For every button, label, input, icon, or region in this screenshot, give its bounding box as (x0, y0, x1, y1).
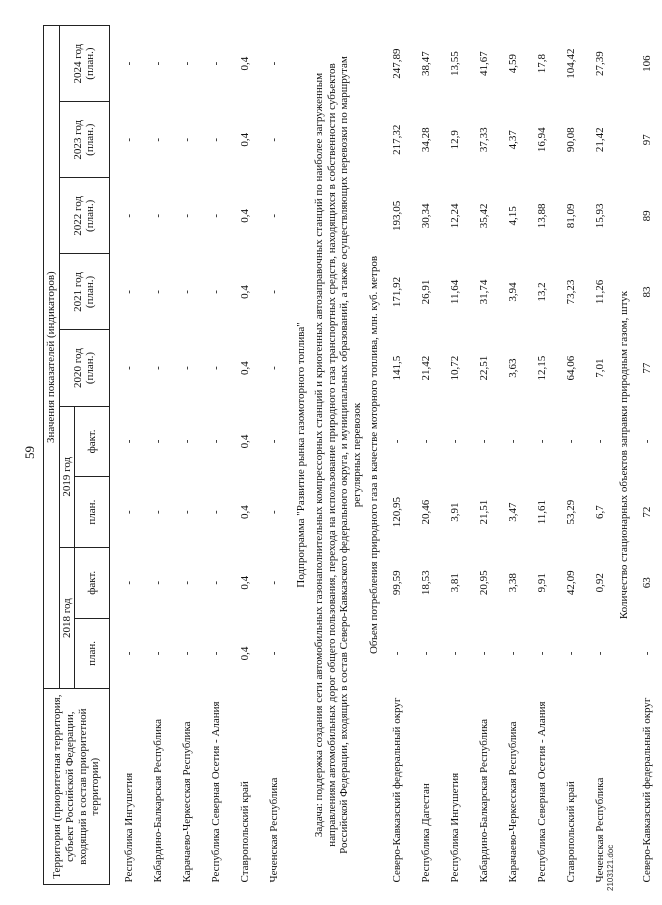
cell: 27,39 (594, 51, 607, 76)
cell: 3,91 (449, 502, 462, 522)
year-2024-header: 2024 год (план.) (59, 26, 110, 102)
table-row (173, 26, 202, 885)
cell: 13,88 (536, 203, 549, 229)
cell: 34,28 (420, 127, 433, 153)
cell: - (210, 137, 223, 142)
cell: 120,95 (391, 497, 404, 528)
cell: 53,29 (565, 499, 578, 525)
cell: 3,38 (507, 573, 520, 593)
section-volume-title: Объем потребления природного газа в качестве моторного топлива, млн. куб. метров (368, 255, 381, 655)
cell: - (181, 214, 194, 218)
cell: 20,95 (478, 570, 491, 596)
cell: 0,92 (594, 573, 607, 593)
cell: 9,91 (536, 573, 549, 593)
cell: - (594, 651, 607, 656)
row-name: Карачаево-Черкесская Республика (507, 721, 520, 883)
cell: - (449, 439, 462, 444)
cell: 15,93 (594, 203, 607, 229)
cell: - (210, 214, 223, 218)
cell: 0,4 (239, 132, 252, 147)
cell: - (123, 137, 136, 142)
year-2023-header: 2023 год (план.) (59, 102, 110, 178)
cell: 217,32 (391, 124, 404, 155)
cell: - (181, 137, 194, 142)
row-name: Кабардино-Балкарская Республика (478, 718, 491, 883)
subprogram-title: Подпрограмма "Развитие рынка газомоторного топлива" (295, 322, 308, 588)
table-row (499, 26, 528, 885)
cell: 3,81 (449, 573, 462, 593)
table-row (231, 26, 260, 885)
cell: - (391, 651, 404, 656)
cell: - (565, 651, 578, 656)
cell: - (536, 651, 549, 656)
cell: - (268, 61, 281, 66)
task-text: Задача: поддержка создания сети автомобильных газонаполнительных компрессорных станций и криогенных автозаправочных станций по наиболее загруженным направлениям автомобильных дорог общего пользования, перехода на использование природного газа транспортных средств, находящихся в собственности субъектов Российской Федерации, входящих в состав Северо-Кавказского федерального округа, и муниципальных образований, а также осуществляющих перевозки по маршрутам регулярных перевозок (312, 56, 363, 854)
table-row (586, 26, 615, 885)
cell: - (268, 580, 281, 585)
row-name: Чеченская Республика (594, 777, 607, 883)
cell: 16,94 (536, 127, 549, 153)
cell: 38,47 (420, 51, 433, 76)
cell: 3,47 (507, 502, 520, 522)
row-name: Чеченская Республика (268, 777, 281, 883)
table-row (470, 26, 499, 885)
cell: 12,15 (536, 355, 549, 381)
cell: - (152, 214, 165, 218)
table-row (110, 26, 145, 885)
cell: 97 (640, 134, 653, 146)
cell: 0,4 (239, 361, 252, 375)
cell: 12,9 (449, 130, 462, 150)
cell: 11,61 (536, 499, 549, 525)
year-2020-header: 2020 год (план.) (59, 330, 110, 406)
table-row (202, 26, 231, 885)
cell: 35,42 (478, 203, 491, 229)
cell: - (181, 439, 194, 444)
cell: - (181, 366, 194, 370)
cell: - (181, 290, 194, 294)
cell: - (152, 580, 165, 585)
cell: 3,63 (507, 358, 520, 378)
cell: 247,89 (391, 48, 404, 79)
cell: 4,15 (507, 206, 520, 226)
cell: - (268, 439, 281, 444)
cell: 4,37 (507, 130, 520, 150)
cell: 21,42 (420, 355, 433, 381)
cell: - (391, 439, 404, 444)
cell: - (152, 651, 165, 656)
cell: 83 (640, 286, 653, 298)
fact-2019-header: факт. (75, 406, 110, 477)
row-name: Республика Ингушетия (123, 772, 136, 883)
territory-header: Территория (приоритетная территория, субъект Российской Федерации, входящий в состав приоритетной территории) (44, 689, 110, 885)
cell: - (565, 439, 578, 444)
cell: 0,4 (239, 285, 252, 299)
fact-2018-header: факт. (75, 547, 110, 618)
cell: - (268, 651, 281, 656)
cell: - (268, 290, 281, 294)
cell: 171,92 (391, 276, 404, 308)
cell: - (210, 366, 223, 370)
table-body (110, 26, 662, 885)
cell: - (123, 439, 136, 444)
row-name: Северо-Кавказский федеральный округ (640, 697, 653, 883)
cell: 141,5 (391, 355, 404, 381)
cell: 11,64 (449, 279, 462, 305)
cell: - (181, 580, 194, 585)
row-name: Ставропольский край (239, 781, 252, 883)
cell: - (152, 137, 165, 142)
cell: - (123, 290, 136, 294)
cell: 7,01 (594, 358, 607, 378)
row-name: Северо-Кавказский федеральный округ (391, 697, 404, 883)
cell: - (420, 651, 433, 656)
cell: 22,51 (478, 355, 491, 381)
cell: 26,91 (420, 279, 433, 305)
cell: 0,4 (239, 505, 252, 519)
cell: - (210, 439, 223, 444)
table-row (557, 26, 586, 885)
cell: - (181, 651, 194, 656)
table-row (260, 26, 289, 885)
indicator-table (43, 25, 662, 885)
cell: - (640, 651, 653, 656)
file-footer: 2103121.doc (606, 844, 615, 891)
cell: 90,08 (565, 127, 578, 153)
cell: - (640, 439, 653, 444)
year-2021-header: 2021 год (план.) (59, 254, 110, 330)
table-row (441, 26, 470, 885)
cell: - (507, 651, 520, 656)
section-count-title: Количество стационарных объектов заправки природным газом, штук (618, 290, 631, 620)
cell: - (268, 137, 281, 142)
cell: 3,94 (507, 282, 520, 302)
cell: - (268, 510, 281, 514)
cell: 89 (640, 210, 653, 222)
cell: - (152, 290, 165, 294)
cell: - (181, 510, 194, 514)
cell: 11,26 (594, 279, 607, 305)
cell: - (210, 510, 223, 514)
cell: - (449, 651, 462, 656)
cell: 21,51 (478, 499, 491, 525)
cell: - (210, 580, 223, 585)
cell: - (507, 439, 520, 444)
cell: 18,53 (420, 570, 433, 596)
cell: 10,72 (449, 355, 462, 381)
cell: - (181, 61, 194, 66)
cell: 41,67 (478, 51, 491, 76)
table-row (383, 26, 412, 885)
row-name: Республика Дагестан (420, 783, 433, 883)
cell: 0,4 (239, 208, 252, 223)
cell: 72 (640, 506, 653, 518)
cell: 4,59 (507, 53, 520, 74)
cell: - (123, 61, 136, 66)
cell: 0,4 (239, 646, 252, 661)
cell: - (268, 214, 281, 218)
row-name: Кабардино-Балкарская Республика (152, 718, 165, 883)
cell: - (152, 366, 165, 370)
cell: - (594, 439, 607, 444)
cell: 21,42 (594, 127, 607, 153)
cell: 42,09 (565, 570, 578, 596)
row-name: Ставропольский край (565, 781, 578, 883)
cell: 73,23 (565, 279, 578, 305)
cell: 13,2 (536, 282, 549, 302)
table-row (528, 26, 557, 885)
cell: 0,4 (239, 434, 252, 449)
row-name: Республика Северная Осетия - Алания (210, 701, 223, 883)
cell: 106 (640, 55, 653, 72)
cell: 6,7 (594, 505, 607, 519)
table-row (144, 26, 173, 885)
cell: - (478, 651, 491, 656)
row-name: Карачаево-Черкесская Республика (181, 721, 194, 883)
year-2018-header: 2018 год (59, 547, 75, 688)
cell: 20,46 (420, 499, 433, 525)
cell: 99,59 (391, 570, 404, 596)
cell: - (123, 366, 136, 370)
plan-2018-header: план. (75, 618, 110, 689)
cell: 37,33 (478, 127, 491, 153)
plan-2019-header: план. (75, 477, 110, 548)
table-row (412, 26, 441, 885)
cell: - (210, 61, 223, 66)
cell: - (152, 439, 165, 444)
cell: 13,55 (449, 51, 462, 76)
cell: 193,05 (391, 200, 404, 231)
cell: - (420, 439, 433, 444)
cell: - (210, 651, 223, 656)
year-2019-header: 2019 год (59, 406, 75, 547)
page-number: 59 (22, 446, 37, 459)
cell: - (536, 439, 549, 444)
cell: - (123, 214, 136, 218)
cell: - (123, 651, 136, 656)
cell: - (123, 510, 136, 514)
cell: - (123, 580, 136, 585)
cell: 64,06 (565, 355, 578, 381)
cell: 0,4 (239, 56, 252, 71)
cell: 0,4 (239, 575, 252, 590)
cell: 31,74 (478, 279, 491, 305)
indicator-values-header: Значения показателей (индикаторов) (44, 26, 60, 689)
cell: - (152, 510, 165, 514)
table-header (44, 26, 110, 885)
cell: 81,09 (565, 203, 578, 229)
cell: 17,8 (536, 53, 549, 74)
cell: 77 (640, 362, 653, 374)
cell: 30,34 (420, 203, 433, 229)
cell: - (152, 61, 165, 66)
year-2022-header: 2022 год (план.) (59, 178, 110, 254)
cell: - (210, 290, 223, 294)
cell: - (268, 366, 281, 370)
table-row (633, 26, 662, 885)
row-name: Республика Северная Осетия - Алания (536, 701, 549, 883)
cell: - (478, 439, 491, 444)
row-name: Республика Ингушетия (449, 772, 462, 883)
cell: 12,24 (449, 203, 462, 229)
cell: 63 (640, 577, 653, 589)
cell: 104,42 (565, 48, 578, 79)
